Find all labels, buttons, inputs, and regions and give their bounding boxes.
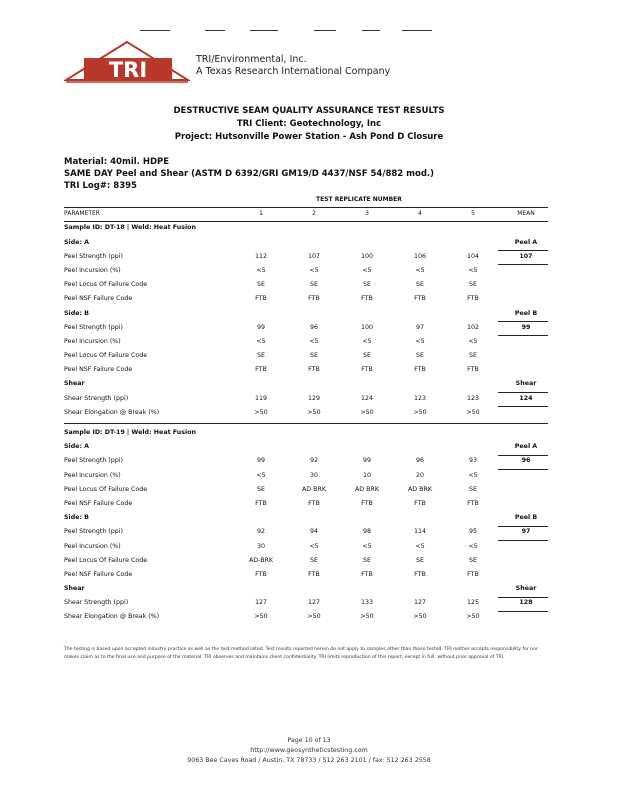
cell-value: >50: [466, 613, 480, 621]
cell-value: FTB: [308, 570, 320, 578]
row-label: Peel Strength (ppi): [64, 323, 123, 331]
cell-value: SE: [469, 352, 477, 360]
cell-value: 119: [254, 394, 268, 402]
table-row: [64, 406, 548, 420]
cell-value: 112: [254, 252, 268, 260]
cell-value: <5: [309, 542, 319, 550]
cell-value: SE: [363, 352, 371, 360]
cell-value: <5: [415, 266, 425, 274]
cell-value: AD BRK: [302, 485, 326, 493]
cell-value: >50: [254, 408, 268, 416]
table-row: [64, 193, 548, 207]
cell-value: FTB: [308, 499, 320, 507]
cell-value: 127: [413, 599, 427, 607]
cell-value: FTB: [414, 295, 426, 303]
cell-value: 133: [360, 599, 374, 607]
cell-value: FTB: [361, 366, 373, 374]
company-block: [196, 54, 390, 78]
row-label: Shear Strength (ppi): [64, 394, 129, 402]
cell-value: 124: [360, 394, 374, 402]
replicate-header-3: 3: [365, 210, 369, 218]
cell-value: SE: [310, 556, 318, 564]
table-row: [64, 264, 548, 278]
cell-value: FTB: [467, 295, 479, 303]
cell-value: FTB: [414, 499, 426, 507]
mean-label: Shear: [515, 585, 537, 593]
website: http://www.geosyntheticstesting.com: [250, 747, 368, 754]
table-row: [64, 292, 548, 306]
cell-value: 98: [362, 528, 371, 536]
table-row: [64, 469, 548, 483]
mean-label: Peel B: [514, 309, 538, 317]
table-row: [64, 568, 548, 582]
mean-value: 96: [521, 457, 531, 465]
cell-value: 97: [415, 323, 424, 331]
cell-value: 123: [466, 394, 480, 402]
table-row: [64, 377, 548, 391]
row-label: Peel Strength (ppi): [64, 528, 123, 536]
page-number: Page 10 of 13: [287, 737, 331, 744]
page-footer: [0, 736, 618, 766]
cell-value: 123: [413, 394, 427, 402]
cell-value: 129: [307, 394, 321, 402]
row-label: Peel Locus Of Failure Code: [64, 485, 148, 493]
tri-logo: [64, 40, 190, 84]
parameter-header: PARAMETER: [64, 210, 100, 218]
letterhead-rules: [0, 30, 618, 34]
row-label: Shear Elongation @ Break (%): [64, 408, 160, 416]
cell-value: FTB: [308, 366, 320, 374]
cell-value: >50: [254, 613, 268, 621]
table-row: [64, 321, 548, 335]
company-name: TRI/Environmental, Inc.: [196, 54, 307, 65]
table-row: [64, 525, 548, 539]
mean-label: Shear: [515, 380, 537, 388]
table-rule: [64, 207, 548, 208]
cell-value: <5: [309, 337, 319, 345]
cell-value: 100: [360, 252, 374, 260]
cell-value: 92: [309, 457, 318, 465]
table-row: [64, 307, 548, 321]
cell-value: <5: [468, 542, 478, 550]
table-row: [64, 392, 548, 406]
test-method: SAME DAY Peel and Shear (ASTM D 6392/GRI GM19/D 4437/NSF 54/882 mod.): [64, 169, 435, 179]
cell-value: 106: [413, 252, 427, 260]
section-label: Shear: [64, 585, 85, 593]
cell-value: SE: [416, 556, 424, 564]
cell-value: SE: [469, 556, 477, 564]
table-row: [64, 221, 548, 235]
cell-value: <5: [468, 266, 478, 274]
row-label: Shear Strength (ppi): [64, 599, 129, 607]
cell-value: FTB: [414, 570, 426, 578]
row-label: Peel Incursion (%): [64, 337, 121, 345]
mean-header: MEAN: [517, 210, 535, 218]
cell-value: 10: [362, 471, 371, 479]
material-info: [64, 156, 434, 192]
replicate-group-header: TEST REPLICATE NUMBER: [316, 196, 402, 203]
cell-value: >50: [466, 408, 480, 416]
cell-value: FTB: [361, 570, 373, 578]
cell-value: <5: [415, 542, 425, 550]
section-label: Shear: [64, 380, 85, 388]
log-number: TRI Log#: 8395: [64, 181, 137, 191]
cell-value: 127: [254, 599, 268, 607]
cell-value: <5: [468, 471, 478, 479]
cell-value: SE: [363, 281, 371, 289]
section-label: Side: B: [64, 309, 89, 317]
table-row: [64, 610, 548, 624]
cell-value: SE: [257, 485, 265, 493]
cell-value: SE: [257, 281, 265, 289]
cell-value: SE: [310, 352, 318, 360]
cell-value: 30: [309, 471, 318, 479]
mean-value: 128: [519, 599, 533, 607]
mean-label: Peel A: [514, 443, 538, 451]
cell-value: SE: [469, 281, 477, 289]
table-row: [64, 335, 548, 349]
report-client: TRI Client: Geotechnology, Inc: [236, 119, 382, 129]
report-title: DESTRUCTIVE SEAM QUALITY ASSURANCE TEST RESULTS: [173, 106, 445, 116]
cell-value: FTB: [255, 366, 267, 374]
sample-title: Sample ID: DT-19 | Weld: Heat Fusion: [64, 429, 196, 436]
cell-value: FTB: [361, 499, 373, 507]
cell-value: 94: [309, 528, 318, 536]
cell-value: 99: [256, 457, 265, 465]
cell-value: AD BRK: [408, 485, 432, 493]
cell-value: 127: [307, 599, 321, 607]
cell-value: FTB: [467, 570, 479, 578]
cell-value: 96: [415, 457, 424, 465]
table-row: [64, 582, 548, 596]
cell-value: 30: [256, 542, 265, 550]
table-row: [64, 554, 548, 568]
cell-value: >50: [307, 408, 321, 416]
cell-value: SE: [416, 352, 424, 360]
cell-value: >50: [307, 613, 321, 621]
cell-value: SE: [416, 281, 424, 289]
cell-value: <5: [415, 337, 425, 345]
row-label: Peel NSF Failure Code: [64, 366, 133, 374]
material: Material: 40mil. HDPE: [64, 157, 170, 167]
table-row: [64, 250, 548, 264]
cell-value: 99: [256, 323, 265, 331]
row-label: Peel Incursion (%): [64, 266, 121, 274]
table-row: [64, 278, 548, 292]
row-label: Peel NSF Failure Code: [64, 295, 133, 303]
mean-label: Peel B: [514, 514, 538, 522]
cell-value: SE: [363, 556, 371, 564]
cell-value: 96: [309, 323, 318, 331]
replicate-header-1: 1: [259, 210, 263, 218]
cell-value: <5: [256, 266, 266, 274]
logo-text: TRI: [108, 58, 148, 82]
table-row: [64, 511, 548, 525]
cell-value: SE: [469, 485, 477, 493]
cell-value: 104: [466, 252, 480, 260]
row-label: Peel Strength (ppi): [64, 252, 123, 260]
report-header: [0, 105, 618, 144]
table-row: [64, 363, 548, 377]
table-row: [64, 349, 548, 363]
table-row: [64, 596, 548, 610]
cell-value: FTB: [255, 570, 267, 578]
cell-value: 107: [307, 252, 321, 260]
table-row: [64, 236, 548, 250]
cell-value: FTB: [467, 499, 479, 507]
table-row: [64, 426, 548, 440]
cell-value: FTB: [255, 499, 267, 507]
sample-title: Sample ID: DT-18 | Weld: Heat Fusion: [64, 224, 196, 232]
cell-value: >50: [413, 613, 427, 621]
replicate-header-2: 2: [312, 210, 316, 218]
row-label: Shear Elongation @ Break (%): [64, 613, 160, 621]
report-project: Project: Hutsonville Power Station - Ash Pond D Closure: [174, 132, 444, 142]
cell-value: 102: [466, 323, 480, 331]
row-label: Peel Locus Of Failure Code: [64, 281, 148, 289]
row-label: Peel Strength (ppi): [64, 457, 123, 465]
table-row: [64, 483, 548, 497]
replicate-header-4: 4: [418, 210, 422, 218]
cell-value: AD BRK: [355, 485, 379, 493]
section-label: Side: B: [64, 514, 89, 522]
cell-value: FTB: [414, 366, 426, 374]
cell-value: <5: [256, 471, 266, 479]
cell-value: FTB: [308, 295, 320, 303]
cell-value: >50: [360, 408, 374, 416]
cell-value: FTB: [361, 295, 373, 303]
replicate-header-5: 5: [471, 210, 475, 218]
cell-value: 125: [466, 599, 480, 607]
mean-value: 99: [521, 323, 531, 331]
cell-value: 20: [415, 471, 424, 479]
row-label: Peel Incursion (%): [64, 542, 121, 550]
row-label: Peel Incursion (%): [64, 471, 121, 479]
cell-value: <5: [362, 542, 372, 550]
disclaimer-notes: The testing is based upon accepted industry practice as well as the test method listed. Test results reported herein do not apply to samples other than those tested. TRI neither accepts responsibility for nor makes claim as to the final use and purpose of the material. TRI observes and maintains client confidentiality. TRI limits reproduction of this report, except in full, without prior approval of TRI.: [64, 647, 538, 660]
cell-value: 92: [256, 528, 265, 536]
cell-value: SE: [257, 352, 265, 360]
cell-value: 114: [413, 528, 427, 536]
row-label: Peel NSF Failure Code: [64, 499, 133, 507]
cell-value: <5: [309, 266, 319, 274]
cell-value: 93: [468, 457, 477, 465]
cell-value: >50: [360, 613, 374, 621]
mean-value: 97: [521, 528, 531, 536]
cell-value: <5: [468, 337, 478, 345]
section-label: Side: A: [64, 443, 90, 451]
table-row: [64, 454, 548, 468]
table-row: [64, 540, 548, 554]
cell-value: FTB: [255, 295, 267, 303]
cell-value: 95: [468, 528, 477, 536]
cell-value: SE: [310, 281, 318, 289]
cell-value: 99: [362, 457, 371, 465]
cell-value: AD-BRK: [248, 556, 274, 564]
section-label: Side: A: [64, 238, 90, 246]
cell-value: FTB: [467, 366, 479, 374]
results-table: [64, 193, 548, 625]
cell-value: <5: [256, 337, 266, 345]
cell-value: <5: [362, 266, 372, 274]
table-row: [64, 440, 548, 454]
table-rule: [64, 423, 548, 424]
table-row: [64, 497, 548, 511]
address: 9063 Bee Caves Road / Austin, TX 78733 / 512 263 2101 / fax: 512 263 2558: [187, 757, 431, 764]
table-row: [64, 207, 548, 221]
company-tagline: A Texas Research International Company: [196, 66, 391, 77]
cell-value: 100: [360, 323, 374, 331]
row-label: Peel Locus Of Failure Code: [64, 352, 148, 360]
row-label: Peel Locus Of Failure Code: [64, 556, 148, 564]
cell-value: >50: [413, 408, 427, 416]
mean-label: Peel A: [514, 238, 538, 246]
row-label: Peel NSF Failure Code: [64, 570, 133, 578]
mean-value: 107: [519, 252, 533, 260]
mean-value: 124: [519, 394, 533, 402]
cell-value: <5: [362, 337, 372, 345]
